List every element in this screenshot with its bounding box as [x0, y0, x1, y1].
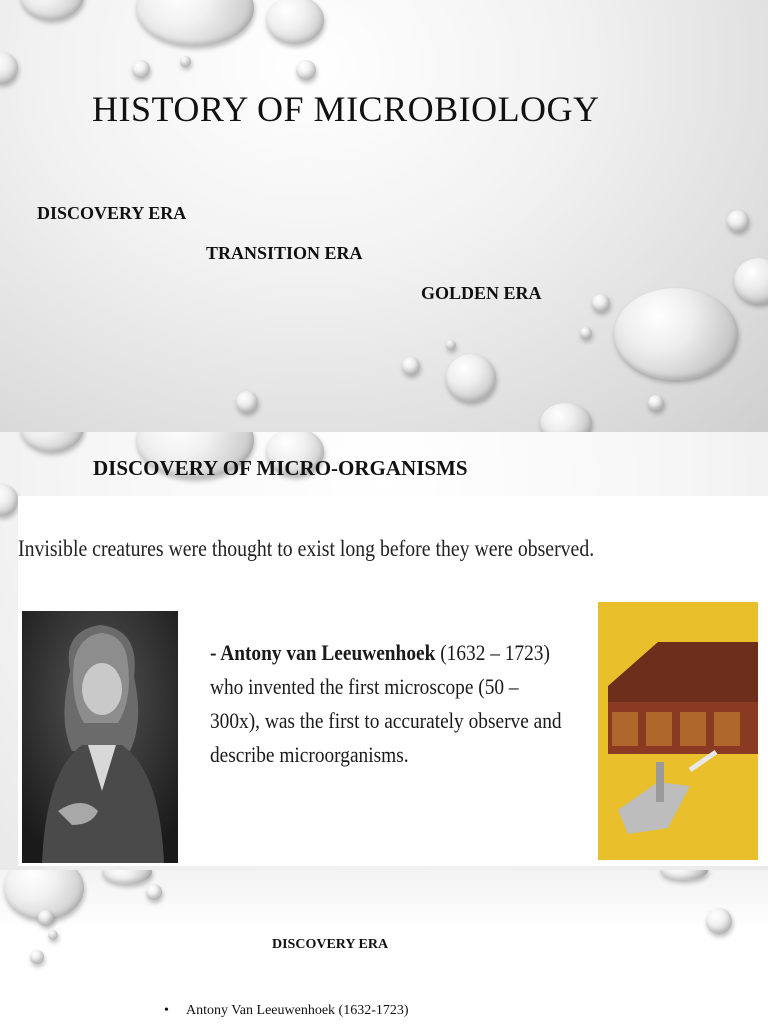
- water-drop: [30, 950, 44, 964]
- era-transition: TRANSITION ERA: [206, 243, 363, 263]
- leeuwenhoek-portrait: [22, 611, 178, 863]
- bullet-text: Antony Van Leeuwenhoek (1632-1723): [186, 1003, 409, 1018]
- water-drop: [48, 930, 58, 940]
- water-drop: [20, 432, 84, 452]
- water-drop: [146, 884, 162, 900]
- leeuwenhoek-description: [210, 636, 562, 772]
- water-drop: [734, 258, 768, 304]
- intro-text: Invisible creatures were thought to exist long before they were observed.: [18, 536, 595, 561]
- water-drop: [660, 870, 708, 880]
- water-drop: [0, 52, 18, 84]
- water-drop: [236, 391, 258, 413]
- bullet-icon: •: [164, 1003, 169, 1018]
- water-drop: [648, 395, 664, 411]
- slide-discovery-era: [0, 870, 768, 1024]
- water-drop: [180, 56, 191, 67]
- content-image-panel: [18, 496, 768, 866]
- book-microscope-illustration: [598, 602, 758, 860]
- water-drop: [446, 354, 496, 402]
- description-text: (1632 – 1723) who invented the first microscope (50 – 300x), was the first to accurately observe and describe microorganisms.: [210, 640, 562, 767]
- book-and-microscope-photo: [598, 602, 758, 860]
- water-drop: [132, 60, 150, 78]
- water-drop: [592, 294, 610, 312]
- water-drop: [446, 340, 456, 350]
- water-drop: [296, 60, 316, 80]
- water-drop: [402, 357, 420, 375]
- description-name: - Antony van Leeuwenhoek: [210, 640, 436, 665]
- era-golden: GOLDEN ERA: [421, 283, 542, 303]
- water-drop: [727, 210, 749, 232]
- water-drop: [540, 403, 592, 432]
- water-drop: [0, 484, 18, 516]
- water-drop: [102, 870, 152, 884]
- water-drop: [614, 288, 738, 380]
- water-drop: [38, 910, 54, 926]
- slide-discovery: [0, 432, 768, 870]
- slide-heading: DISCOVERY OF MICRO-ORGANISMS: [93, 456, 468, 480]
- water-drop: [20, 0, 84, 20]
- slide-heading: DISCOVERY ERA: [272, 937, 389, 952]
- water-drop: [266, 0, 324, 44]
- portrait-illustration: [22, 611, 178, 863]
- slide-title-heading: HISTORY OF MICROBIOLOGY: [92, 89, 600, 129]
- era-discovery: DISCOVERY ERA: [37, 203, 187, 223]
- water-drop: [136, 0, 254, 46]
- water-drop: [580, 327, 592, 339]
- water-drop: [706, 908, 732, 934]
- bullet-item: [164, 1003, 409, 1019]
- slide-title: [0, 0, 768, 432]
